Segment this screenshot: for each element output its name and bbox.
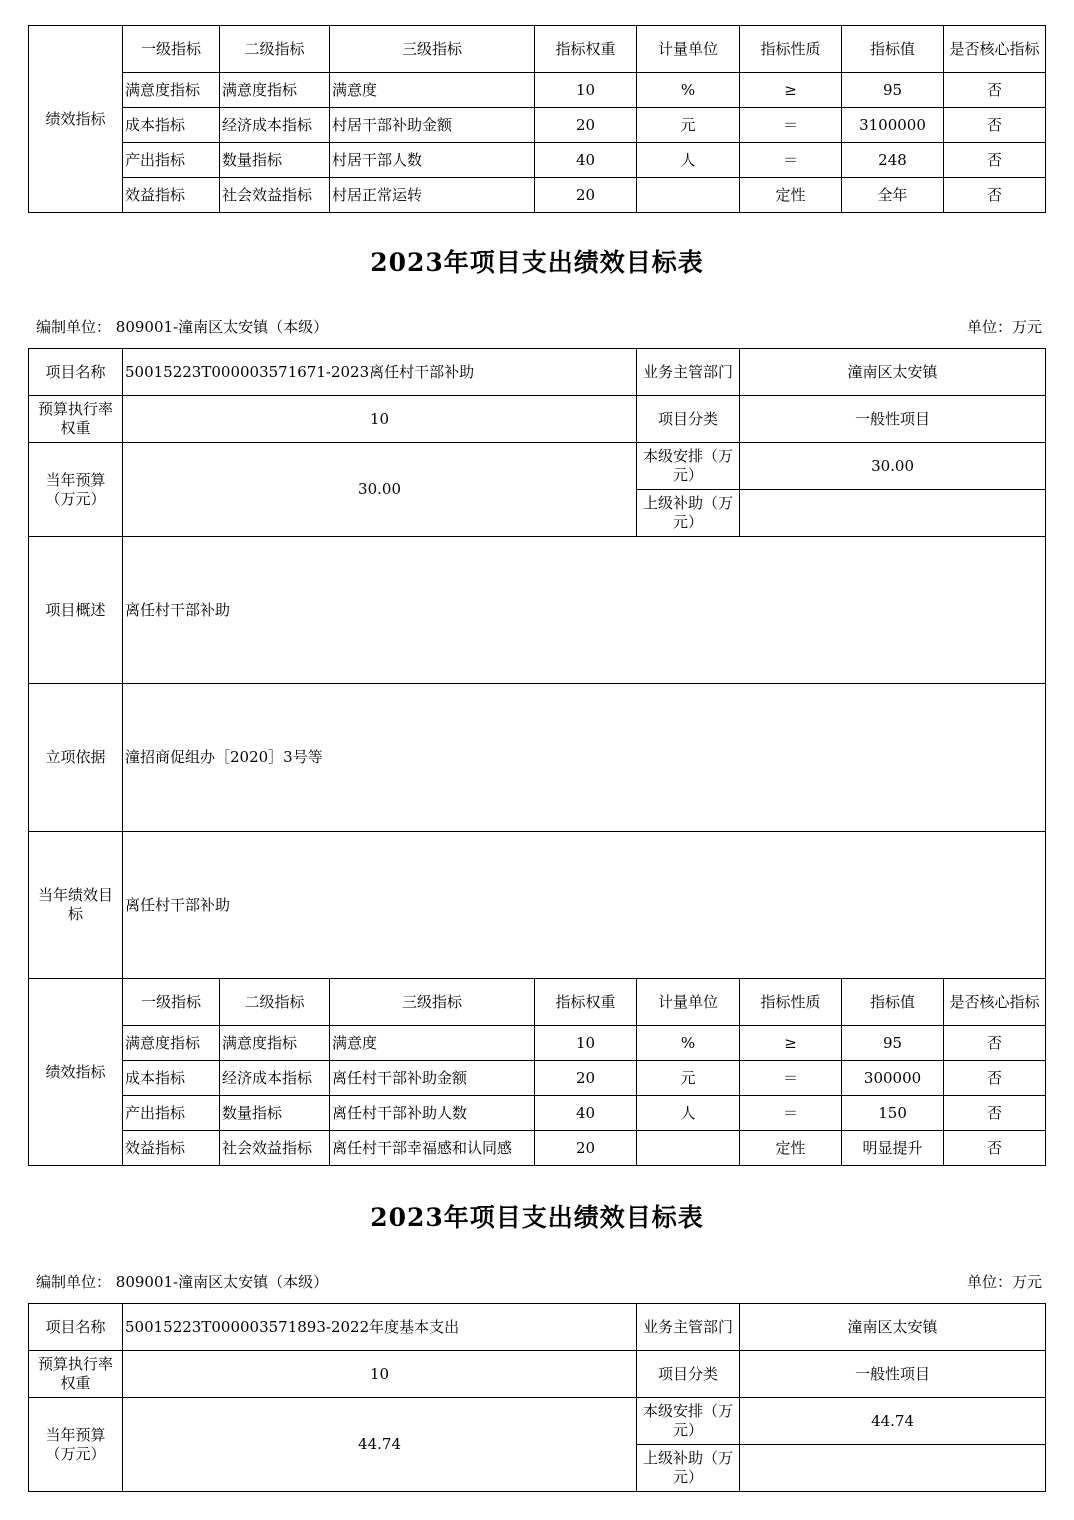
project-name-value: 50015223T000003571671-2023离任村干部补助: [123, 349, 637, 396]
core: 否: [944, 143, 1046, 178]
nature: ≥: [740, 1026, 842, 1061]
category-label: 项目分类: [637, 396, 740, 443]
project-name-label: 项目名称: [29, 1304, 123, 1351]
overview-label: 项目概述: [29, 537, 123, 684]
dept-label: 业务主管部门: [637, 349, 740, 396]
page-title: 2023年项目支出绩效目标表: [370, 248, 704, 277]
level1: 产出指标: [123, 143, 220, 178]
perf-header: 指标权重: [535, 26, 637, 73]
perf-header: 一级指标: [123, 979, 220, 1026]
level1: 产出指标: [123, 1096, 220, 1131]
unit: [637, 1131, 740, 1166]
weight: 20: [535, 1061, 637, 1096]
value: 3100000: [842, 108, 944, 143]
perf-header: 计量单位: [637, 979, 740, 1026]
value: 明显提升: [842, 1131, 944, 1166]
unit-label: 单位：万元: [966, 318, 1042, 336]
table-row: [29, 143, 1046, 178]
org-label: 编制单位：: [36, 1273, 112, 1291]
basis-label: 立项依据: [29, 684, 123, 832]
org-line: [36, 1271, 1042, 1292]
weight: 10: [535, 73, 637, 108]
upper-value: [740, 490, 1046, 537]
weight-value: 10: [123, 1351, 637, 1398]
level2: 社会效益指标: [220, 178, 330, 213]
budget-label: 当年预算（万元）: [29, 1398, 123, 1492]
perf-header: 二级指标: [220, 26, 330, 73]
value: 300000: [842, 1061, 944, 1096]
upper-value: [740, 1445, 1046, 1492]
level1: 成本指标: [123, 1061, 220, 1096]
weight-value: 10: [123, 396, 637, 443]
goal-value: 离任村干部补助: [123, 832, 1046, 979]
level3: 村居正常运转: [330, 178, 535, 213]
category-value: 一般性项目: [740, 396, 1046, 443]
page-title: 2023年项目支出绩效目标表: [370, 1203, 704, 1232]
value: 95: [842, 1026, 944, 1061]
overview-value: 离任村干部补助: [123, 537, 1046, 684]
nature: ＝: [740, 143, 842, 178]
level3: 满意度: [330, 73, 535, 108]
perf-label: 绩效指标: [29, 26, 123, 213]
weight: 40: [535, 143, 637, 178]
category-value: 一般性项目: [740, 1351, 1046, 1398]
core: 否: [944, 1061, 1046, 1096]
perf-header: 指标值: [842, 26, 944, 73]
value: 150: [842, 1096, 944, 1131]
unit: 元: [637, 1061, 740, 1096]
perf-header: 三级指标: [330, 26, 535, 73]
level2: 满意度指标: [220, 1026, 330, 1061]
dept-value: 潼南区太安镇: [740, 1304, 1046, 1351]
weight: 20: [535, 1131, 637, 1166]
table-row: [29, 178, 1046, 213]
level3: 村居干部人数: [330, 143, 535, 178]
nature: ＝: [740, 108, 842, 143]
upper-label: 上级补助（万元）: [637, 490, 740, 537]
perf-header: 一级指标: [123, 26, 220, 73]
category-label: 项目分类: [637, 1351, 740, 1398]
nature: ≥: [740, 73, 842, 108]
core: 否: [944, 1131, 1046, 1166]
org-value: 809001-潼南区太安镇（本级）: [115, 318, 329, 336]
perf-header: 指标值: [842, 979, 944, 1026]
budget-value: 30.00: [123, 443, 637, 537]
table-row: [29, 73, 1046, 108]
org-label: 编制单位：: [36, 318, 112, 336]
perf-header: 指标权重: [535, 979, 637, 1026]
project-name-label: 项目名称: [29, 349, 123, 396]
top-perf-table: [28, 25, 1046, 213]
level2: 数量指标: [220, 143, 330, 178]
budget-label: 当年预算（万元）: [29, 443, 123, 537]
unit: 人: [637, 1096, 740, 1131]
perf-header: 三级指标: [330, 979, 535, 1026]
level2: 社会效益指标: [220, 1131, 330, 1166]
value: 248: [842, 143, 944, 178]
level1: 满意度指标: [123, 73, 220, 108]
perf-header: 指标性质: [740, 26, 842, 73]
perf-label: 绩效指标: [29, 979, 123, 1166]
perf-header: 指标性质: [740, 979, 842, 1026]
unit: 元: [637, 108, 740, 143]
project-table-1: [28, 348, 1046, 1166]
weight: 20: [535, 178, 637, 213]
unit: [637, 178, 740, 213]
table-row: [29, 1061, 1046, 1096]
table-row: [29, 108, 1046, 143]
core: 否: [944, 1026, 1046, 1061]
level1: 满意度指标: [123, 1026, 220, 1061]
table-row: [29, 1096, 1046, 1131]
level1: 效益指标: [123, 178, 220, 213]
level2: 满意度指标: [220, 73, 330, 108]
dept-label: 业务主管部门: [637, 1304, 740, 1351]
value: 95: [842, 73, 944, 108]
core: 否: [944, 73, 1046, 108]
weight: 40: [535, 1096, 637, 1131]
local-value: 30.00: [740, 443, 1046, 490]
upper-label: 上级补助（万元）: [637, 1445, 740, 1492]
unit: %: [637, 1026, 740, 1061]
nature: ＝: [740, 1096, 842, 1131]
level2: 经济成本指标: [220, 108, 330, 143]
project-table-2: [28, 1303, 1046, 1492]
weight: 10: [535, 1026, 637, 1061]
level3: 离任村干部幸福感和认同感: [330, 1131, 535, 1166]
level2: 经济成本指标: [220, 1061, 330, 1096]
nature: 定性: [740, 178, 842, 213]
table-row: [29, 1026, 1046, 1061]
weight-label: 预算执行率权重: [29, 396, 123, 443]
level1: 成本指标: [123, 108, 220, 143]
goal-label: 当年绩效目标: [29, 832, 123, 979]
local-label: 本级安排（万元）: [637, 443, 740, 490]
perf-header: 二级指标: [220, 979, 330, 1026]
table-row: [29, 1131, 1046, 1166]
level3: 离任村干部补助人数: [330, 1096, 535, 1131]
value: 全年: [842, 178, 944, 213]
core: 否: [944, 108, 1046, 143]
org-line: [36, 316, 1042, 337]
level3: 满意度: [330, 1026, 535, 1061]
unit: %: [637, 73, 740, 108]
org-value: 809001-潼南区太安镇（本级）: [115, 1273, 329, 1291]
basis-value: 潼招商促组办［2020］3号等: [123, 684, 1046, 832]
core: 否: [944, 1096, 1046, 1131]
perf-header: 是否核心指标: [944, 26, 1046, 73]
level2: 数量指标: [220, 1096, 330, 1131]
local-label: 本级安排（万元）: [637, 1398, 740, 1445]
perf-header: 计量单位: [637, 26, 740, 73]
dept-value: 潼南区太安镇: [740, 349, 1046, 396]
nature: 定性: [740, 1131, 842, 1166]
unit-label: 单位：万元: [966, 1273, 1042, 1291]
nature: ＝: [740, 1061, 842, 1096]
core: 否: [944, 178, 1046, 213]
budget-value: 44.74: [123, 1398, 637, 1492]
level3: 村居干部补助金额: [330, 108, 535, 143]
weight-label: 预算执行率权重: [29, 1351, 123, 1398]
local-value: 44.74: [740, 1398, 1046, 1445]
level3: 离任村干部补助金额: [330, 1061, 535, 1096]
level1: 效益指标: [123, 1131, 220, 1166]
weight: 20: [535, 108, 637, 143]
project-name-value: 50015223T000003571893-2022年度基本支出: [123, 1304, 637, 1351]
perf-header: 是否核心指标: [944, 979, 1046, 1026]
unit: 人: [637, 143, 740, 178]
